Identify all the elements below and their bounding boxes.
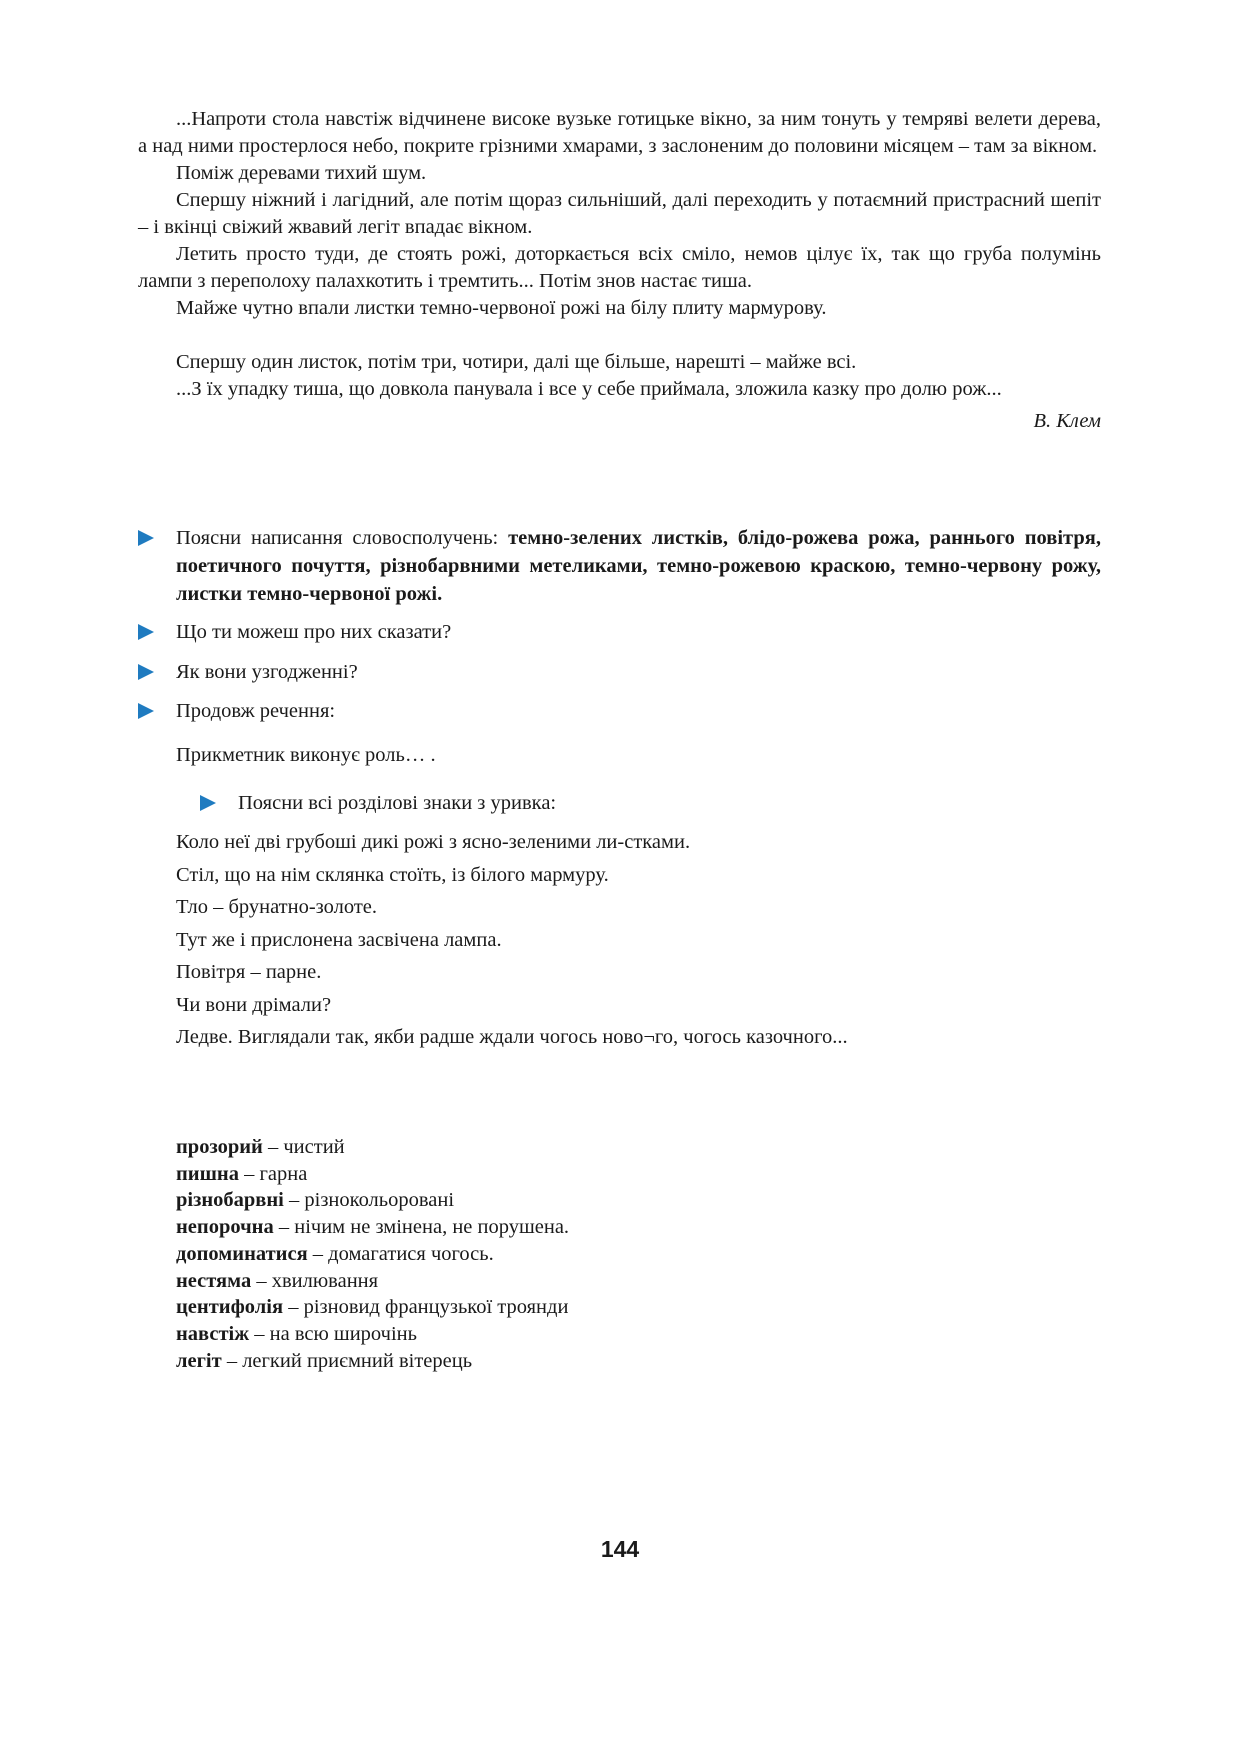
glossary-entry <box>176 1161 569 1188</box>
task-item <box>138 697 1101 725</box>
task-text: Продовж речення: <box>176 700 336 722</box>
excerpt-paragraph: ...З їх упадку тиша, що довкола панувала і все у себе приймала, зложила казку про долю рож... <box>176 378 1002 400</box>
triangle-bullet-icon <box>138 624 154 640</box>
sentence: Стіл, що на нім склянка стоїть, із білого мармуру. <box>176 863 609 886</box>
glossary-definition: – різнокольоровані <box>283 1189 455 1212</box>
page-number: 144 <box>600 1536 640 1562</box>
glossary-entry <box>176 1268 569 1295</box>
excerpt <box>138 106 1101 435</box>
glossary-definition: – на всю широчінь <box>249 1322 417 1345</box>
glossary-term: прозорий <box>176 1136 263 1158</box>
task-item <box>138 524 1101 608</box>
sentence: Коло неї дві грубоші дикі рожі з ясно-зеленими ли-стками. <box>176 831 691 853</box>
triangle-bullet-icon <box>138 530 154 546</box>
continue-sentence: Прикметник виконує роль… . <box>176 744 436 766</box>
task-text: Поясни всі розділові знаки з уривка: <box>238 792 557 814</box>
excerpt-paragraph: Летить просто туди, де стоять рожі, доторкається всіх сміло, немов цілує їх, так що груба полумінь лампи з переполоху палахкотить і тремтить... Потім знов настає тиша. <box>138 243 1101 292</box>
glossary-term: нестяма <box>176 1269 252 1292</box>
glossary-entry <box>176 1214 569 1241</box>
excerpt-paragraph: Спершу один листок, потім три, чотири, далі ще більше, нарешті – майже всі. <box>176 351 857 373</box>
glossary-term: допоминатися <box>176 1242 308 1265</box>
sentence: Тут же і прислонена засвічена лампа. <box>176 928 502 951</box>
sentence: Чи вони дрімали? <box>176 993 332 1016</box>
sentence: Тло – брунатно-золоте. <box>176 896 378 918</box>
glossary-term: непорочна <box>176 1216 274 1239</box>
glossary-entry <box>176 1134 569 1161</box>
excerpt-author: В. Клем <box>1033 410 1101 432</box>
glossary-entry <box>176 1294 569 1321</box>
glossary-entry <box>176 1348 569 1375</box>
glossary-term: пишна <box>176 1162 239 1185</box>
glossary-definition: – легкий приємний вітерець <box>221 1349 473 1372</box>
excerpt-paragraph: Поміж деревами тихий шум. <box>176 162 427 184</box>
task-highlighted-phrases: темно-зелених листків, блідо-рожева рожа, раннього повітря, поетичного почуття, різнобарвними метеликами, темно-рожевою краскою, темно-червону рожу, листки темно-червоної рожі. <box>176 527 1101 605</box>
sentences-list <box>176 826 848 1054</box>
glossary-entry <box>176 1321 569 1348</box>
excerpt-paragraph: ...Напроти стола навстіж відчинене високе вузьке готицьке вікно, за ним тонуть у темряві велети дерева, а над ними простерлося небо, покрите грізними хмарами, з заслоненим до половини місяцем – там за вікном. <box>138 108 1101 157</box>
task-item <box>138 658 1101 686</box>
glossary-entry <box>176 1187 569 1214</box>
glossary-definition: – домагатися чогось. <box>307 1242 494 1265</box>
glossary-term: легіт <box>176 1349 222 1372</box>
task-item <box>138 618 1101 646</box>
task-text: Що ти можеш про них сказати? <box>176 621 452 643</box>
glossary-term: різнобарвні <box>176 1189 284 1212</box>
task-text: Поясни написання словосполучень: <box>176 527 509 549</box>
glossary-definition: – чистий <box>262 1136 345 1158</box>
sentence: Повітря – парне. <box>176 961 322 983</box>
glossary-term: навстіж <box>176 1322 250 1345</box>
glossary-term: центифолія <box>176 1296 284 1319</box>
glossary-definition: – нічим не змінена, не порушена. <box>273 1216 570 1239</box>
glossary-definition: – гарна <box>239 1162 308 1185</box>
glossary-definition: – хвилювання <box>251 1269 379 1292</box>
triangle-bullet-icon <box>138 664 154 680</box>
triangle-bullet-icon <box>138 703 154 719</box>
task-item <box>200 789 556 817</box>
task-text: Як вони узгодженні? <box>176 661 358 683</box>
glossary <box>176 1134 569 1374</box>
glossary-entry <box>176 1241 569 1268</box>
excerpt-paragraph: Спершу ніжний і лагідний, але потім щораз сильніший, далі переходить у потаємний пристрасний шепіт – і вкінці свіжий жвавий легіт впадає вікном. <box>138 189 1101 238</box>
sentence: Ледве. Виглядали так, якби радше ждали чогось ново¬го, чогось казочного... <box>176 1026 848 1048</box>
task-list <box>138 524 1101 608</box>
triangle-bullet-icon <box>200 795 216 811</box>
glossary-definition: – різновид французької троянди <box>283 1296 569 1319</box>
excerpt-paragraph: Майже чутно впали листки темно-червоної рожі на білу плиту мармурову. <box>176 297 827 319</box>
